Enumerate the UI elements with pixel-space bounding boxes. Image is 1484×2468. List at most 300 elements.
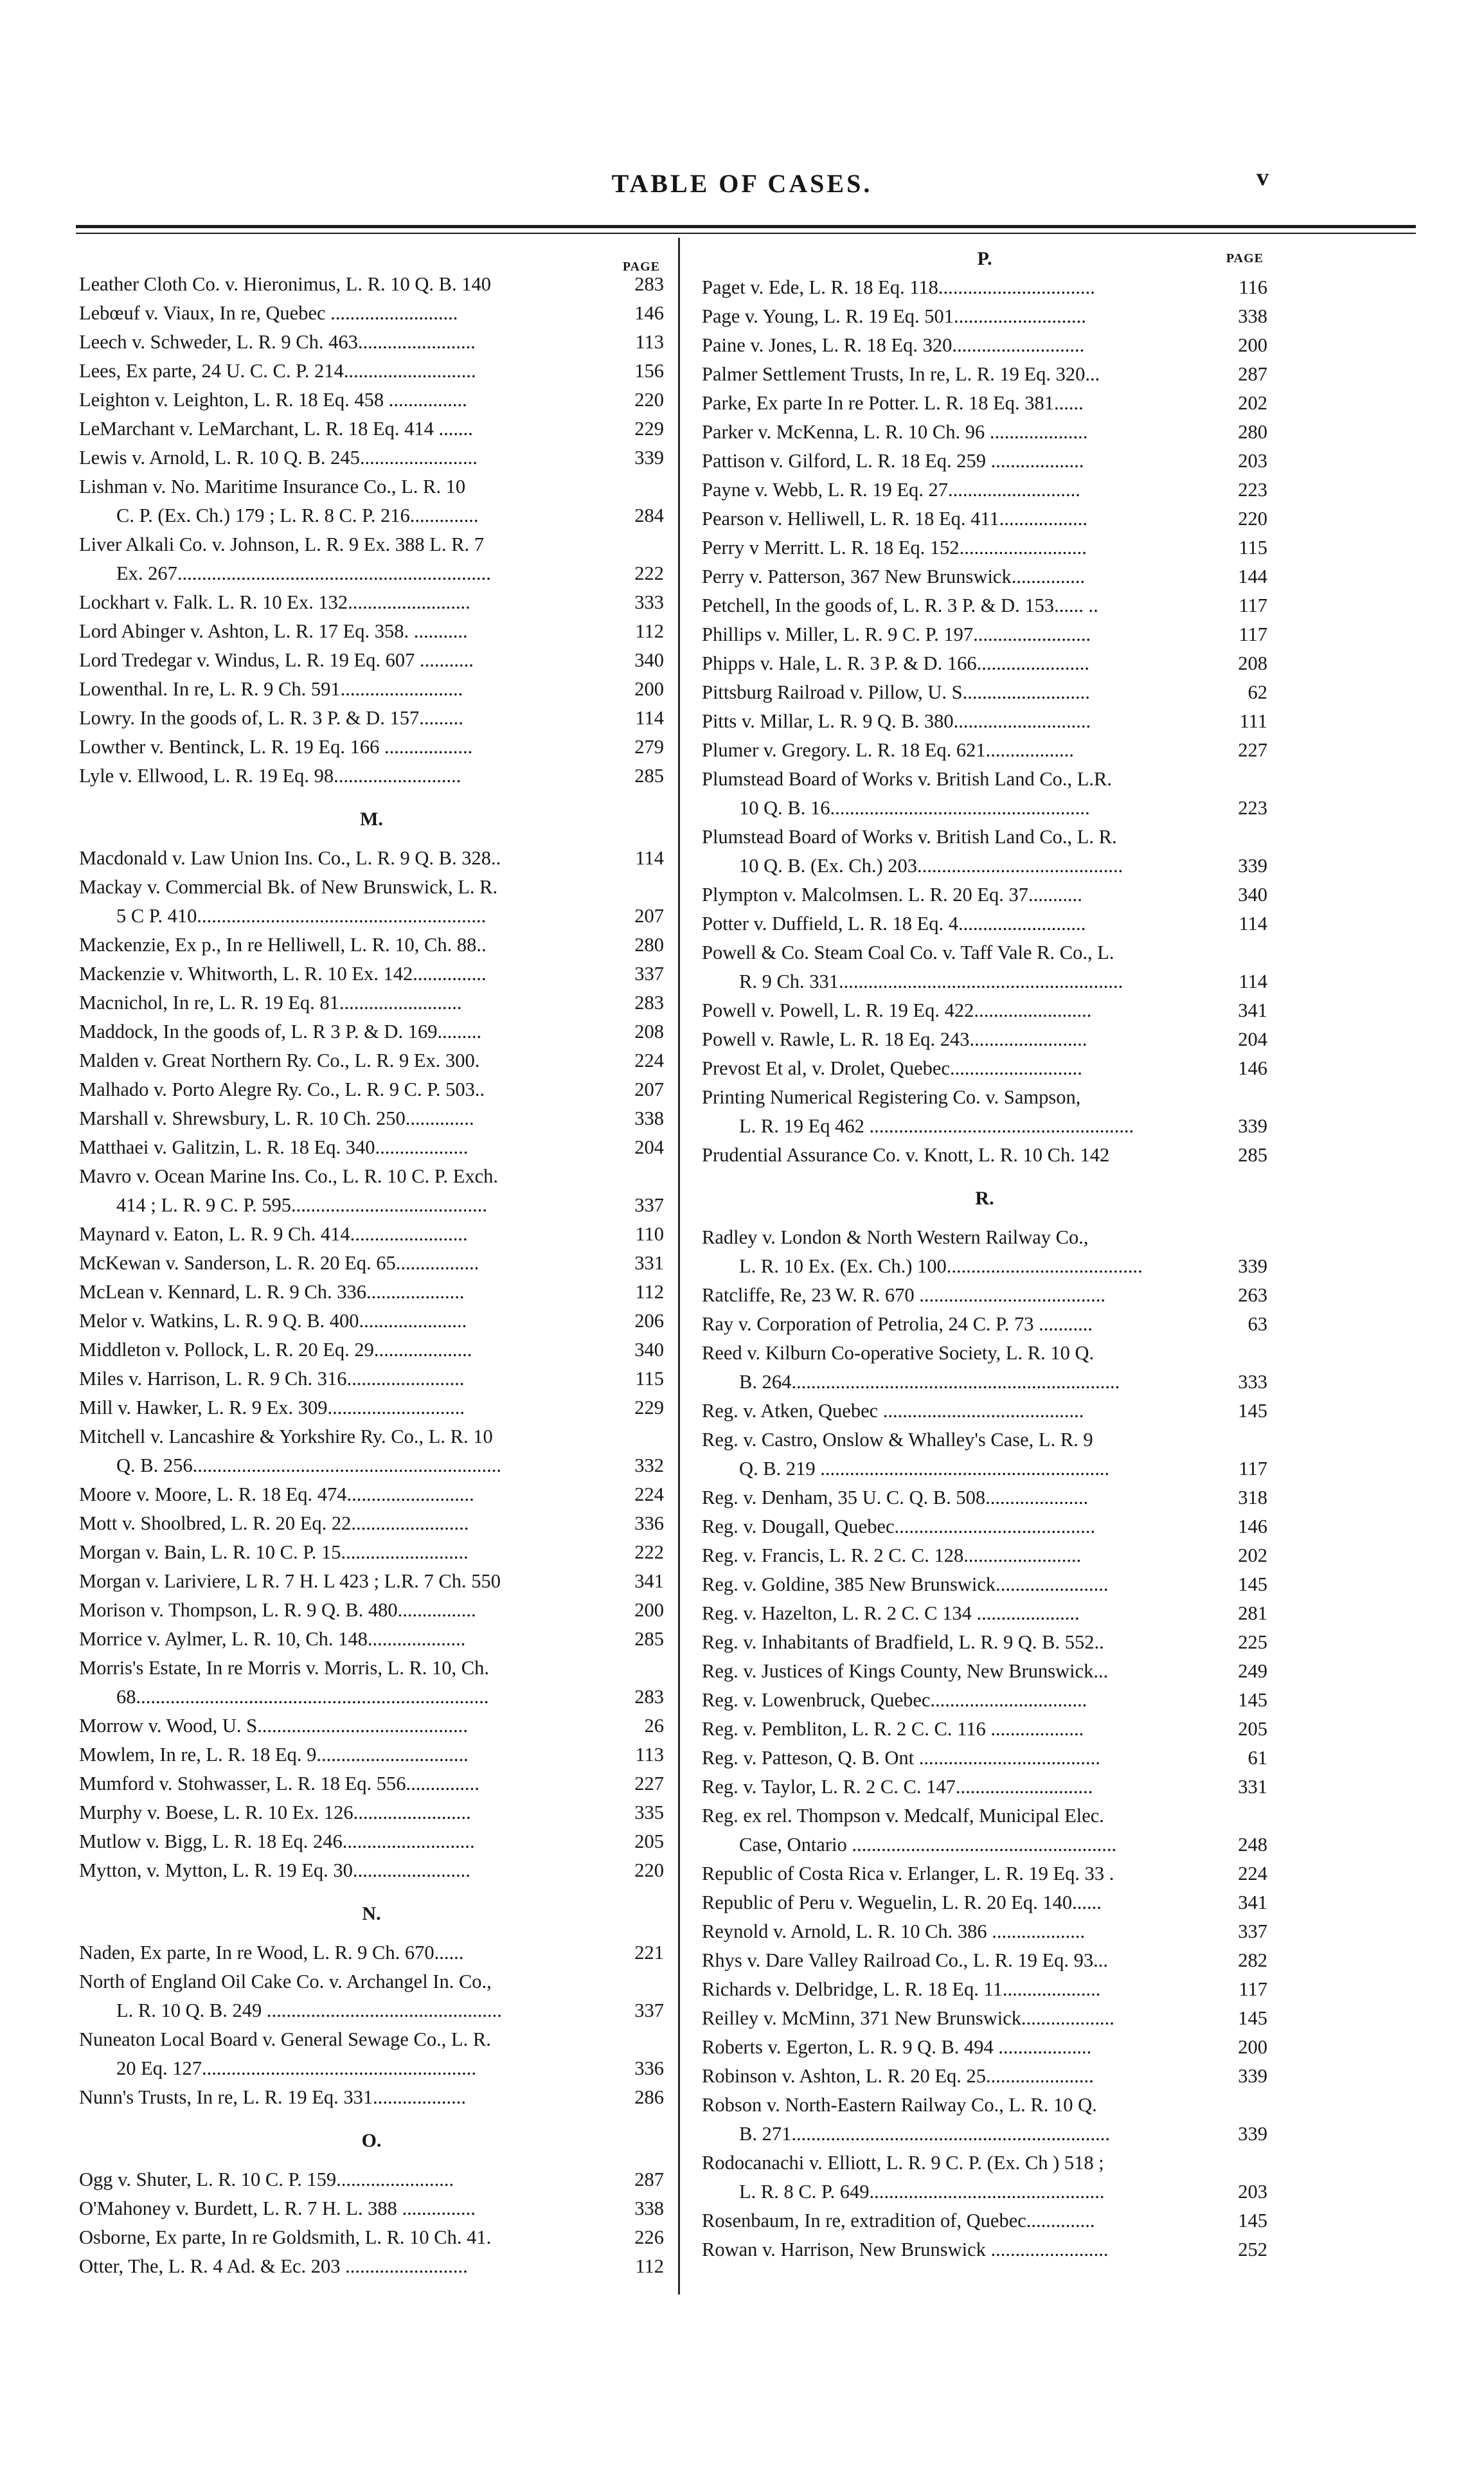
case-entry	[702, 996, 1267, 1025]
case-line: Morrice v. Aylmer, L. R. 10, Ch. 148....................	[79, 1628, 466, 1650]
case-name	[79, 1538, 615, 1567]
case-name	[702, 1946, 1219, 1975]
case-entry	[79, 2223, 664, 2252]
case-line: Mackenzie v. Whitworth, L. R. 10 Ex. 142...............	[79, 963, 487, 985]
case-line: Pearson v. Helliwell, L. R. 18 Eq. 411..................	[702, 508, 1088, 530]
case-page-number: 116	[1238, 276, 1267, 298]
case-name	[702, 938, 1219, 996]
case-name	[79, 988, 615, 1017]
case-name	[702, 1426, 1219, 1483]
case-page-number: 223	[1238, 479, 1267, 501]
case-name	[702, 1083, 1219, 1141]
case-entry	[702, 678, 1267, 707]
case-line: Plumstead Board of Works v. British Land Co., L. R.	[702, 826, 1117, 848]
case-name	[79, 2252, 615, 2281]
case-page-number: 62	[1247, 681, 1267, 703]
case-page-number: 285	[634, 765, 664, 787]
case-page-number: 144	[1238, 566, 1267, 587]
case-page-number: 220	[634, 389, 664, 411]
case-line: Rosenbaum, In re, extradition of, Quebec..............	[702, 2210, 1095, 2231]
case-entry	[79, 1712, 664, 1740]
case-continuation-line: Ex. 267................................................................	[116, 562, 491, 584]
case-name	[79, 1220, 615, 1249]
case-line: Marshall v. Shrewsbury, L. R. 10 Ch. 250..............	[79, 1107, 474, 1129]
case-name	[79, 1712, 615, 1740]
case-page-number: 204	[1238, 1028, 1267, 1050]
case-name	[702, 1541, 1219, 1570]
case-line: Matthaei v. Galitzin, L. R. 18 Eq. 340...................	[79, 1136, 469, 1158]
case-entry	[79, 328, 664, 357]
case-line: Phipps v. Hale, L. R. 3 P. & D. 166.......................	[702, 652, 1089, 674]
case-page-number: 333	[634, 591, 664, 613]
case-line: Reg. v. Dougall, Quebec.........................................	[702, 1516, 1096, 1537]
case-page-number: 338	[634, 2197, 664, 2219]
case-page-number: 279	[634, 736, 664, 758]
case-name	[79, 960, 615, 988]
case-name	[702, 1141, 1219, 1170]
page-title: TABLE OF CASES.	[611, 169, 873, 198]
case-line: Powell & Co. Steam Coal Co. v. Taff Vale R. Co., L.	[702, 942, 1114, 963]
right-column	[702, 244, 1267, 2264]
case-page-number: 208	[1238, 652, 1267, 674]
case-line: Otter, The, L. R. 4 Ad. & Ec. 203 .........................	[79, 2255, 468, 2277]
case-name	[79, 386, 615, 415]
case-page-number: 338	[1238, 305, 1267, 327]
case-name	[79, 1307, 615, 1336]
case-name	[702, 505, 1219, 533]
case-name	[702, 1397, 1219, 1426]
case-name	[702, 1512, 1219, 1541]
case-page-number: 145	[1238, 2007, 1267, 2029]
case-name	[702, 765, 1219, 823]
case-entry	[79, 1393, 664, 1422]
case-page-number: 227	[634, 1773, 664, 1794]
case-page-number: 63	[1247, 1313, 1267, 1335]
case-name	[79, 1856, 615, 1885]
case-name	[702, 1917, 1219, 1946]
case-page-number: 112	[635, 620, 664, 642]
case-page-number: 203	[1238, 450, 1267, 472]
case-name	[702, 996, 1219, 1025]
case-line: Pittsburg Railroad v. Pillow, U. S..........................	[702, 681, 1090, 703]
case-entry	[79, 873, 664, 931]
case-page-number: 339	[1238, 1255, 1267, 1277]
case-name	[702, 1859, 1219, 1888]
case-name	[702, 1054, 1219, 1083]
case-name	[79, 1104, 615, 1133]
case-name	[702, 707, 1219, 736]
case-name	[702, 2062, 1219, 2091]
page-header	[0, 164, 1484, 207]
case-name	[79, 1769, 615, 1798]
section-heading-p: P.	[977, 248, 992, 269]
case-line: Leighton v. Leighton, L. R. 18 Eq. 458 ................	[79, 389, 467, 411]
case-entry	[79, 1480, 664, 1509]
case-name	[702, 1802, 1219, 1859]
case-line: Nuneaton Local Board v. General Sewage Co., L. R.	[79, 2028, 491, 2050]
case-page-number: 220	[1238, 508, 1267, 530]
case-page-number: 339	[634, 447, 664, 469]
case-line: Lockhart v. Falk. L. R. 10 Ex. 132.........................	[79, 591, 470, 613]
case-line: Mill v. Hawker, L. R. 9 Ex. 309............................	[79, 1397, 465, 1418]
case-entry	[702, 331, 1267, 360]
case-page-number: 335	[634, 1802, 664, 1823]
case-page-number: 337	[634, 1999, 664, 2021]
case-page-number: 287	[634, 2168, 664, 2190]
case-continuation-line: 20 Eq. 127........................................................	[116, 2057, 477, 2079]
case-name	[702, 447, 1219, 476]
case-entry	[702, 765, 1267, 823]
header-rule-thin	[76, 233, 1416, 234]
case-page-number: 156	[634, 360, 664, 382]
case-name	[79, 844, 615, 873]
case-name	[79, 2025, 615, 2083]
case-entry	[702, 1686, 1267, 1715]
case-continuation-line: R. 9 Ch. 331..........................................................	[739, 970, 1123, 992]
case-entry	[79, 1938, 664, 1967]
case-page-number: 208	[634, 1021, 664, 1042]
case-entry	[79, 299, 664, 328]
case-page-number: 200	[1238, 2036, 1267, 2058]
case-line: Mott v. Shoolbred, L. R. 20 Eq. 22........................	[79, 1512, 469, 1534]
case-name	[79, 472, 615, 530]
case-line: Parke, Ex parte In re Potter. L. R. 18 Eq. 381......	[702, 392, 1084, 414]
case-entry	[79, 1046, 664, 1075]
case-page-number: 112	[635, 1281, 664, 1303]
case-entry	[702, 1975, 1267, 2004]
case-line: Osborne, Ex parte, In re Goldsmith, L. R. 10 Ch. 41.	[79, 2226, 492, 2248]
case-name	[702, 1025, 1219, 1054]
case-entry	[702, 1083, 1267, 1141]
case-page-number: 200	[1238, 334, 1267, 356]
case-line: Reg. v. Justices of Kings County, New Brunswick...	[702, 1660, 1109, 1682]
case-name	[79, 1393, 615, 1422]
case-line: Murphy v. Boese, L. R. 10 Ex. 126........................	[79, 1802, 471, 1823]
case-line: Mumford v. Stohwasser, L. R. 18 Eq. 556...............	[79, 1773, 479, 1794]
case-entry	[702, 1888, 1267, 1917]
case-name	[79, 270, 615, 299]
case-name	[79, 1740, 615, 1769]
case-entry	[79, 588, 664, 617]
case-line: Robson v. North-Eastern Railway Co., L. R. 10 Q.	[702, 2094, 1097, 2116]
case-name	[702, 1888, 1219, 1917]
case-name	[702, 881, 1219, 909]
case-name	[79, 1798, 615, 1827]
case-entry	[79, 2165, 664, 2194]
case-name	[702, 533, 1219, 562]
case-line: Mytton, v. Mytton, L. R. 19 Eq. 30........................	[79, 1859, 470, 1881]
case-line: Payne v. Webb, L. R. 19 Eq. 27...........................	[702, 479, 1080, 501]
case-entry	[702, 2149, 1267, 2206]
case-entry	[702, 1628, 1267, 1657]
case-line: Printing Numerical Registering Co. v. Sampson,	[702, 1086, 1081, 1108]
case-entry	[79, 2025, 664, 2083]
case-page-number: 336	[634, 2057, 664, 2079]
case-page-number: 280	[634, 934, 664, 956]
case-entry	[702, 1141, 1267, 1170]
case-name	[79, 2083, 615, 2112]
case-name	[79, 762, 615, 791]
case-entry	[702, 2235, 1267, 2264]
case-line: Lees, Ex parte, 24 U. C. C. P. 214...........................	[79, 360, 476, 382]
case-entry	[79, 1625, 664, 1654]
case-entry	[702, 1054, 1267, 1083]
case-name	[79, 931, 615, 960]
case-entry	[79, 844, 664, 873]
case-entry	[79, 1967, 664, 2025]
case-entry	[79, 1307, 664, 1336]
case-line: Reg. v. Inhabitants of Bradfield, L. R. 9 Q. B. 552..	[702, 1631, 1104, 1653]
case-continuation-line: Q. B. 219 ...........................................................	[739, 1458, 1110, 1480]
case-page-number: 207	[634, 1078, 664, 1100]
case-name	[702, 1223, 1219, 1281]
case-line: O'Mahoney v. Burdett, L. R. 7 H. L. 388 ...............	[79, 2197, 476, 2219]
case-continuation-line: C. P. (Ex. Ch.) 179 ; L. R. 8 C. P. 216..............	[116, 505, 479, 526]
case-name	[79, 1017, 615, 1046]
case-line: Maddock, In the goods of, L. R 3 P. & D. 169.........	[79, 1021, 482, 1042]
case-name	[702, 2149, 1219, 2206]
case-entry	[702, 476, 1267, 505]
case-entry	[702, 1859, 1267, 1888]
case-name	[702, 823, 1219, 881]
case-entry	[702, 360, 1267, 389]
case-page-number: 115	[635, 1368, 664, 1390]
case-entry	[702, 1483, 1267, 1512]
case-line: Reg. v. Atken, Quebec .........................................	[702, 1400, 1084, 1422]
case-name	[79, 1938, 615, 1967]
case-entry	[702, 909, 1267, 938]
case-name	[702, 1570, 1219, 1599]
case-page-number: 61	[1247, 1747, 1267, 1769]
case-page-number: 332	[634, 1454, 664, 1476]
case-line: Reg. v. Francis, L. R. 2 C. C. 128........................	[702, 1544, 1082, 1566]
case-entry	[79, 1567, 664, 1596]
case-page-number: 331	[634, 1252, 664, 1274]
case-line: Republic of Peru v. Weguelin, L. R. 20 Eq. 140......	[702, 1891, 1102, 1913]
case-page-number: 283	[634, 1686, 664, 1708]
case-line: Morrow v. Wood, U. S...........................................	[79, 1715, 469, 1737]
case-page-number: 110	[635, 1223, 664, 1245]
case-entry	[702, 1512, 1267, 1541]
case-entry	[79, 415, 664, 443]
case-name	[79, 357, 615, 386]
case-page-number: 283	[634, 992, 664, 1014]
case-line: Plympton v. Malcolmsen. L. R. 20 Eq. 37...........	[702, 884, 1082, 906]
case-line: Lowther v. Bentinck, L. R. 19 Eq. 166 ..................	[79, 736, 473, 758]
case-line: Palmer Settlement Trusts, In re, L. R. 19 Eq. 320...	[702, 363, 1100, 385]
case-name	[702, 1483, 1219, 1512]
case-line: Parker v. McKenna, L. R. 10 Ch. 96 ....................	[702, 421, 1088, 443]
case-page-number: 204	[634, 1136, 664, 1158]
case-line: Reg. ex rel. Thompson v. Medcalf, Municipal Elec.	[702, 1805, 1104, 1827]
case-line: Rowan v. Harrison, New Brunswick ........................	[702, 2239, 1109, 2260]
case-name	[79, 1422, 615, 1480]
case-page-number: 145	[1238, 1689, 1267, 1711]
case-continuation-line: L. R. 10 Ex. (Ex. Ch.) 100........................................	[739, 1255, 1143, 1277]
case-name	[702, 389, 1219, 418]
case-line: Prudential Assurance Co. v. Knott, L. R. 10 Ch. 142	[702, 1144, 1110, 1166]
case-entry	[702, 533, 1267, 562]
case-entry	[79, 1740, 664, 1769]
case-name	[79, 1625, 615, 1654]
case-line: Morison v. Thompson, L. R. 9 Q. B. 480................	[79, 1599, 476, 1621]
case-line: Perry v Merritt. L. R. 18 Eq. 152..........................	[702, 537, 1087, 559]
case-page-number: 146	[634, 302, 664, 324]
case-line: Miles v. Harrison, L. R. 9 Ch. 316........................	[79, 1368, 465, 1390]
case-entry	[79, 1827, 664, 1856]
case-continuation-line: L. R. 10 Q. B. 249 ................................................	[116, 1999, 502, 2021]
case-entry	[702, 1397, 1267, 1426]
case-entry	[702, 1773, 1267, 1802]
case-line: Prevost Et al, v. Drolet, Quebec...........................	[702, 1057, 1082, 1079]
case-name	[702, 649, 1219, 678]
case-page-number: 336	[634, 1512, 664, 1534]
case-continuation-line: L. R. 8 C. P. 649................................................	[739, 2181, 1105, 2203]
case-name	[702, 1773, 1219, 1802]
case-page-number: 227	[1238, 739, 1267, 761]
case-entry	[79, 733, 664, 762]
case-name	[702, 909, 1219, 938]
case-page-number: 205	[634, 1830, 664, 1852]
case-line: Plumstead Board of Works v. British Land Co., L.R.	[702, 768, 1113, 790]
case-continuation-line: B. 264...................................................................	[739, 1371, 1120, 1393]
case-entry	[702, 2206, 1267, 2235]
case-page-number: 341	[1238, 999, 1267, 1021]
case-page-number: 280	[1238, 421, 1267, 443]
case-line: Lishman v. No. Maritime Insurance Co., L. R. 10	[79, 476, 466, 497]
section-heading: M.	[360, 809, 383, 830]
case-entry	[79, 762, 664, 791]
case-entry	[79, 1422, 664, 1480]
case-entry	[702, 2091, 1267, 2149]
case-line: Potter v. Duffield, L. R. 18 Eq. 4..........................	[702, 913, 1086, 934]
case-name	[702, 302, 1219, 331]
case-name	[702, 591, 1219, 620]
case-entry	[79, 646, 664, 675]
case-page-number: 145	[1238, 1573, 1267, 1595]
case-line: Moore v. Moore, L. R. 18 Eq. 474..........................	[79, 1483, 474, 1505]
case-page-number: 200	[634, 678, 664, 700]
case-entry	[79, 530, 664, 588]
case-page-number: 285	[1238, 1144, 1267, 1166]
left-column	[79, 244, 664, 2281]
case-line: Republic of Costa Rica v. Erlanger, L. R. 19 Eq. 33 .	[702, 1863, 1114, 1884]
case-page-number: 117	[1238, 623, 1267, 645]
case-entry	[702, 1426, 1267, 1483]
case-line: Petchell, In the goods of, L. R. 3 P. & D. 153...... ..	[702, 595, 1098, 616]
page-number: v	[1256, 164, 1269, 191]
case-name	[79, 299, 615, 328]
case-page-number: 26	[644, 1715, 664, 1737]
case-page-number: 340	[1238, 884, 1267, 906]
case-entry	[79, 1104, 664, 1133]
case-entry	[702, 1599, 1267, 1628]
case-entry	[79, 472, 664, 530]
section-heading: R.	[975, 1188, 994, 1209]
right-column-header	[702, 244, 1267, 273]
case-entry	[79, 1336, 664, 1364]
case-page-number: 340	[634, 649, 664, 671]
case-name	[79, 1654, 615, 1712]
case-page-number: 318	[1238, 1487, 1267, 1508]
case-entry	[702, 1310, 1267, 1339]
case-line: Lord Abinger v. Ashton, L. R. 17 Eq. 358. ...........	[79, 620, 468, 642]
case-entry	[79, 1162, 664, 1220]
case-name	[702, 1975, 1219, 2004]
case-entry	[702, 1715, 1267, 1744]
case-line: Melor v. Watkins, L. R. 9 Q. B. 400......................	[79, 1310, 467, 1332]
case-page-number: 113	[635, 1744, 664, 1766]
case-page-number: 145	[1238, 2210, 1267, 2231]
case-line: Mowlem, In re, L. R. 18 Eq. 9...............................	[79, 1744, 469, 1766]
case-page-number: 339	[1238, 2065, 1267, 2087]
case-name	[702, 1339, 1219, 1397]
case-page-number: 117	[1238, 595, 1267, 616]
case-page-number: 339	[1238, 1115, 1267, 1137]
case-page-number: 145	[1238, 1400, 1267, 1422]
case-line: Mackay v. Commercial Bk. of New Brunswick, L. R.	[79, 876, 498, 898]
page-column-label: PAGE	[622, 260, 660, 274]
case-entry	[702, 938, 1267, 996]
case-entry	[702, 273, 1267, 302]
case-line: Morris's Estate, In re Morris v. Morris, L. R. 10, Ch.	[79, 1657, 490, 1679]
case-page-number: 206	[634, 1310, 664, 1332]
case-name	[79, 617, 615, 646]
case-name	[702, 476, 1219, 505]
case-name	[702, 678, 1219, 707]
case-line: Lewis v. Arnold, L. R. 10 Q. B. 245........................	[79, 447, 478, 469]
case-page-number: 222	[634, 562, 664, 584]
case-name	[79, 1364, 615, 1393]
case-name	[79, 328, 615, 357]
case-line: Lowry. In the goods of, L. R. 3 P. & D. 157.........	[79, 707, 463, 729]
case-entry	[79, 443, 664, 472]
case-page-number: 248	[1238, 1834, 1267, 1855]
case-entry	[702, 447, 1267, 476]
case-name	[79, 2223, 615, 2252]
case-line: McKewan v. Sanderson, L. R. 20 Eq. 65.................	[79, 1252, 479, 1274]
case-page-number: 117	[1238, 1458, 1267, 1480]
case-entry	[702, 1281, 1267, 1310]
case-line: Ray v. Corporation of Petrolia, 24 C. P. 73 ...........	[702, 1313, 1093, 1335]
case-name	[79, 704, 615, 733]
case-entry	[702, 1802, 1267, 1859]
case-entry	[79, 1654, 664, 1712]
case-entry	[702, 1744, 1267, 1773]
case-line: Perry v. Patterson, 367 New Brunswick...............	[702, 566, 1086, 587]
case-page-number: 341	[634, 1570, 664, 1592]
case-name	[702, 360, 1219, 389]
page-column-label: PAGE	[1226, 251, 1264, 265]
case-line: Reg. v. Goldine, 385 New Brunswick.......................	[702, 1573, 1109, 1595]
case-entry	[79, 1075, 664, 1104]
case-continuation-line: 10 Q. B. (Ex. Ch.) 203..........................................	[739, 855, 1123, 877]
case-entry	[702, 1657, 1267, 1686]
header-rule-thick	[76, 225, 1416, 228]
case-continuation-line: 414 ; L. R. 9 C. P. 595........................................	[116, 1194, 487, 1216]
case-line: Roberts v. Egerton, L. R. 9 Q. B. 494 ...................	[702, 2036, 1092, 2058]
case-page-number: 263	[1238, 1284, 1267, 1306]
case-page-number: 221	[634, 1942, 664, 1963]
case-line: Robinson v. Ashton, L. R. 20 Eq. 25......................	[702, 2065, 1094, 2087]
case-entry	[79, 1769, 664, 1798]
case-line: Lyle v. Ellwood, L. R. 19 Eq. 98..........................	[79, 765, 461, 787]
case-line: Phillips v. Miller, L. R. 9 C. P. 197........................	[702, 623, 1091, 645]
case-name	[79, 733, 615, 762]
case-entry	[702, 562, 1267, 591]
case-line: Macdonald v. Law Union Ins. Co., L. R. 9 Q. B. 328..	[79, 847, 501, 869]
case-line: LeMarchant v. LeMarchant, L. R. 18 Eq. 414 .......	[79, 418, 473, 440]
